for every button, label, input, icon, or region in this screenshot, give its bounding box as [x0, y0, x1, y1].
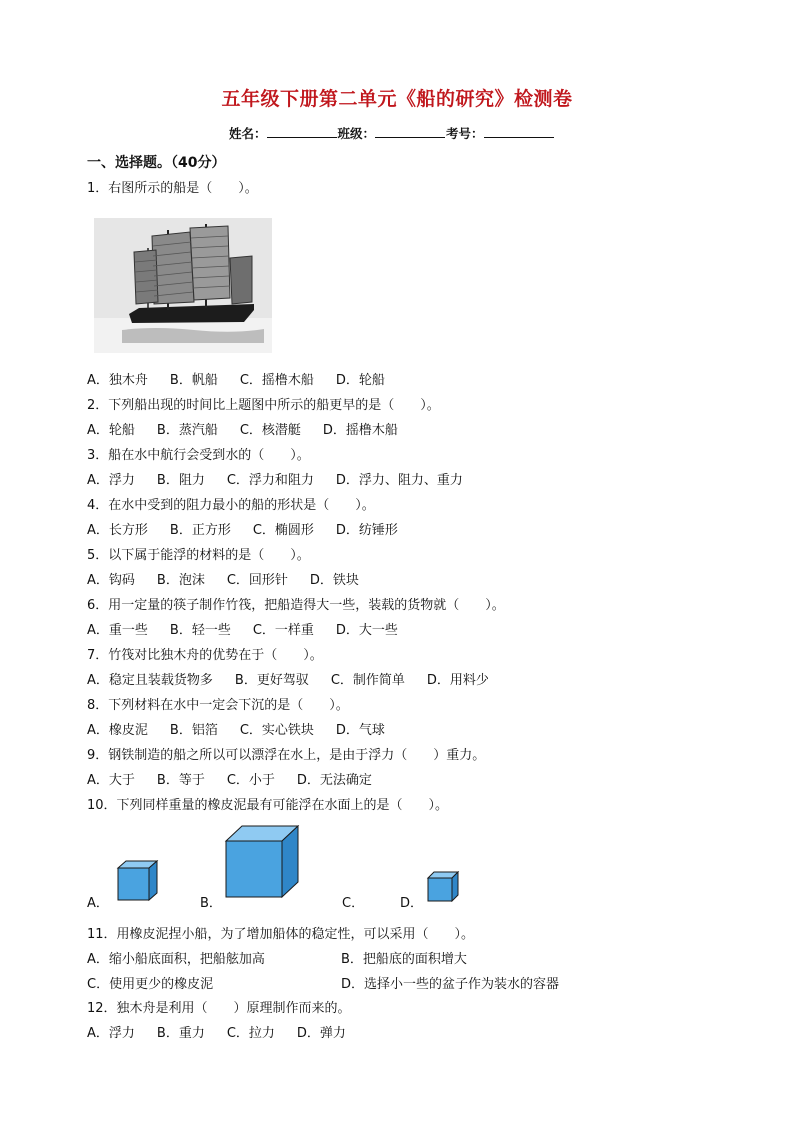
question-12-options: [87, 1022, 368, 1041]
question-4-stem: 4．在水中受到的阻力最小的船的形状是（ ）。: [87, 498, 375, 513]
option[interactable]: C．小于: [226, 773, 275, 788]
option[interactable]: D．铁块: [309, 573, 359, 588]
name-blank[interactable]: [267, 125, 337, 138]
option[interactable]: D．纺锤形: [335, 523, 398, 538]
option[interactable]: D．大一些: [335, 623, 398, 638]
question-6-stem: 6．用一定量的筷子制作竹筏，把船造得大一些，装载的货物就（ ）。: [87, 598, 505, 613]
question-2-options: [87, 419, 420, 438]
option[interactable]: C．一样重: [252, 623, 314, 638]
option[interactable]: B．把船底的面积增大: [341, 952, 467, 967]
option[interactable]: B．蒸汽船: [156, 423, 218, 438]
question-9-options: [87, 769, 394, 788]
option[interactable]: B．帆船: [169, 373, 218, 388]
option[interactable]: C．椭圆形: [252, 523, 314, 538]
question-3-stem: 3．船在水中航行会受到水的（ ）。: [87, 448, 310, 463]
option[interactable]: C．回形针: [226, 573, 288, 588]
question-3-options: [87, 469, 485, 488]
option[interactable]: C．制作简单: [330, 673, 405, 688]
option[interactable]: D．无法确定: [296, 773, 372, 788]
small-cube-d: [426, 871, 460, 902]
option[interactable]: A．独木舟: [87, 373, 148, 388]
option[interactable]: A．大于: [87, 773, 135, 788]
option[interactable]: D．弹力: [296, 1026, 346, 1041]
option[interactable]: A．轮船: [87, 423, 135, 438]
question-12-stem: 12．独木舟是利用（ ）原理制作而来的。: [87, 1001, 351, 1016]
option[interactable]: B．泡沫: [156, 573, 205, 588]
option[interactable]: C．: [342, 896, 365, 911]
question-5-stem: 5．以下属于能浮的材料的是（ ）。: [87, 548, 310, 563]
section-heading: 一、选择题。（40分）: [87, 155, 226, 171]
question-8-stem: 8．下列材料在水中一定会下沉的是（ ）。: [87, 698, 349, 713]
option[interactable]: D．摇橹木船: [322, 423, 398, 438]
question-1-options: [87, 369, 407, 388]
question-11-stem: 11．用橡皮泥捏小船，为了增加船体的稳定性，可以采用（ ）。: [87, 927, 475, 942]
number-label: 考号：: [446, 126, 484, 141]
number-blank[interactable]: [484, 125, 554, 138]
option[interactable]: A．浮力: [87, 1026, 135, 1041]
question-2-stem: 2．下列船出现的时间比上题图中所示的船更早的是（ ）。: [87, 398, 440, 413]
option[interactable]: B．更好驾驭: [234, 673, 309, 688]
option[interactable]: C．摇橹木船: [239, 373, 314, 388]
question-8-options: [87, 719, 407, 738]
option[interactable]: A．橡皮泥: [87, 723, 148, 738]
option[interactable]: D．: [400, 896, 424, 911]
class-blank[interactable]: [375, 125, 445, 138]
option[interactable]: C．拉力: [226, 1026, 275, 1041]
option[interactable]: B．轻一些: [169, 623, 231, 638]
sailing-ship-image: [94, 218, 272, 353]
question-10-stem: 10．下列同样重量的橡皮泥最有可能浮在水面上的是（ ）。: [87, 798, 449, 813]
option[interactable]: B．铝箔: [169, 723, 218, 738]
name-label: 姓名：: [229, 126, 267, 141]
page-title: 五年级下册第二单元《船的研究》检测卷: [221, 88, 573, 110]
option[interactable]: C．使用更少的橡皮泥: [87, 977, 214, 992]
option[interactable]: D．浮力、阻力、重力: [335, 473, 463, 488]
question-7-stem: 7．竹筏对比独木舟的优势在于（ ）。: [87, 648, 323, 663]
option[interactable]: B．重力: [156, 1026, 205, 1041]
option[interactable]: C．浮力和阻力: [226, 473, 314, 488]
large-cube-b: [224, 825, 300, 899]
option[interactable]: D．轮船: [335, 373, 385, 388]
option[interactable]: D．选择小一些的盆子作为装水的容器: [341, 977, 560, 992]
question-9-stem: 9．钢铁制造的船之所以可以漂浮在水上，是由于浮力（ ）重力。: [87, 748, 486, 763]
class-label: 班级：: [337, 126, 376, 141]
option[interactable]: A．钩码: [87, 573, 135, 588]
option[interactable]: C．实心铁块: [239, 723, 314, 738]
option[interactable]: B．: [200, 896, 222, 911]
question-5-options: [87, 569, 381, 588]
option[interactable]: A．: [87, 896, 109, 911]
question-4-options: [87, 519, 420, 538]
option[interactable]: A．浮力: [87, 473, 135, 488]
option[interactable]: B．等于: [156, 773, 205, 788]
option[interactable]: A．重一些: [87, 623, 148, 638]
option[interactable]: B．正方形: [169, 523, 231, 538]
option[interactable]: D．气球: [335, 723, 385, 738]
option[interactable]: D．用料少: [426, 673, 489, 688]
small-cube-a: [116, 860, 160, 902]
option[interactable]: C．核潜艇: [239, 423, 301, 438]
option[interactable]: A．缩小船底面积，把船舷加高: [87, 952, 265, 967]
student-info-line: [229, 124, 555, 142]
question-7-options: [87, 669, 511, 688]
question-6-options: [87, 619, 420, 638]
question-1-stem: 1．右图所示的船是（ ）。: [87, 181, 258, 196]
option[interactable]: A．稳定且装载货物多: [87, 673, 213, 688]
option[interactable]: A．长方形: [87, 523, 148, 538]
option[interactable]: B．阻力: [156, 473, 205, 488]
